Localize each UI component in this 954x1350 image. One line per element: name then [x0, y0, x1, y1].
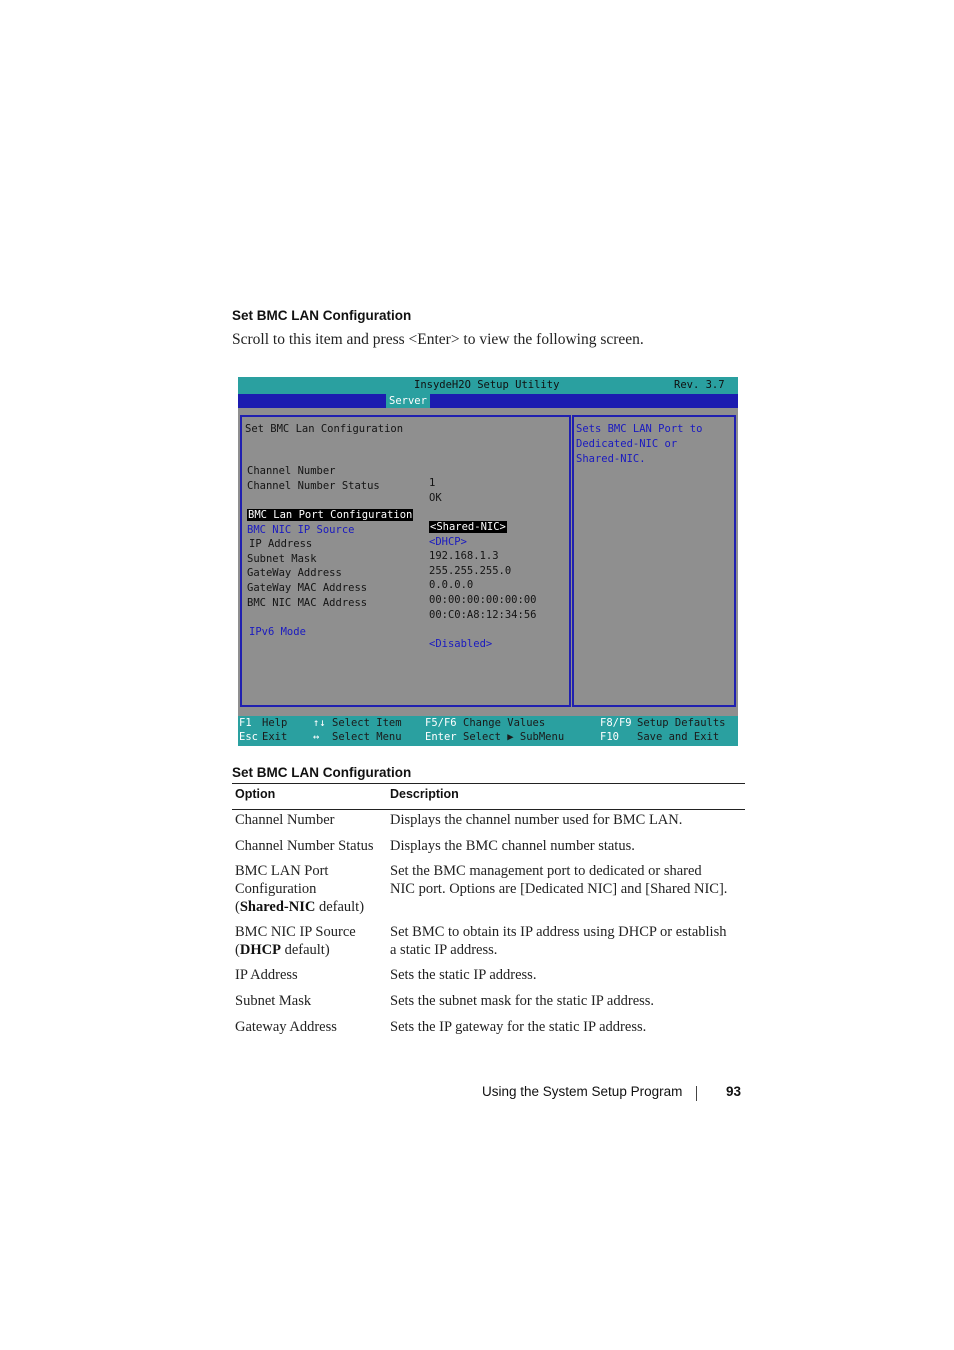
table-cell-description: [390, 923, 726, 959]
bios-row-value: OK: [429, 492, 442, 504]
table-cell-description: [390, 862, 727, 898]
help-line: Sets BMC LAN Port to: [576, 423, 703, 435]
bios-row-value: 0.0.0.0: [429, 579, 474, 591]
footer-separator: [696, 1086, 697, 1101]
bios-menu-bar: [238, 394, 738, 408]
bios-row-label: BMC Lan Port Configuration: [248, 509, 413, 521]
table-cell-option: Channel Number: [235, 812, 335, 828]
bios-row-label: Channel Number: [247, 465, 336, 477]
key-f1: F1: [239, 717, 252, 729]
table-cell-option: [235, 923, 356, 959]
table-cell-description: Sets the subnet mask for the static IP address.: [390, 993, 655, 1009]
desc-line: a static IP address.: [390, 942, 498, 958]
key-f8f9-desc: Setup Defaults: [637, 717, 726, 729]
key-f10: F10: [600, 731, 619, 743]
bios-main-panel: [240, 415, 571, 707]
leftright-arrows-icon: ↔: [313, 731, 320, 743]
bios-row-ipv6-mode[interactable]: [244, 614, 564, 662]
key-esc: Esc: [239, 731, 258, 743]
bios-row-label: BMC NIC IP Source: [247, 524, 355, 536]
table-header-rule: [232, 809, 745, 810]
table-cell-option: Gateway Address: [235, 1019, 337, 1035]
page-number: 93: [726, 1084, 742, 1099]
tab-server[interactable]: Server: [386, 394, 430, 408]
desc-line: NIC port. Options are [Dedicated NIC] and [Shared NIC].: [390, 881, 728, 897]
bios-row-value[interactable]: <DHCP>: [429, 536, 467, 548]
bios-row-label: IPv6 Mode: [249, 626, 306, 638]
option-default: DHCP: [239, 942, 281, 958]
option-line: BMC NIC IP Source: [235, 924, 356, 940]
key-enter: Enter: [425, 731, 457, 743]
table-cell-option: IP Address: [235, 967, 298, 983]
table-cell-option: Channel Number Status: [235, 838, 374, 854]
section-heading: Set BMC LAN Configuration: [232, 308, 412, 323]
option-default-line: (DHCP default): [235, 942, 330, 958]
table-cell-description: Sets the static IP address.: [390, 967, 537, 983]
updown-arrows-icon: ↑↓: [313, 717, 326, 729]
bios-help-panel: [572, 415, 736, 707]
key-updown-desc: Select Item: [332, 717, 402, 729]
bios-row-value: 00:C0:A8:12:34:56: [429, 609, 537, 621]
table-cell-description: Sets the IP gateway for the static IP address.: [390, 1019, 647, 1035]
bios-row-value[interactable]: <Disabled>: [429, 638, 493, 650]
bios-row-label: Channel Number Status: [247, 480, 380, 492]
table-caption: Set BMC LAN Configuration: [232, 765, 412, 780]
key-f5f6-desc: Change Values: [463, 717, 546, 729]
bios-row-label: IP Address: [249, 538, 313, 550]
option-suffix: default): [315, 899, 365, 915]
bios-title: InsydeH2O Setup Utility: [414, 379, 560, 391]
table-header-option: Option: [235, 787, 276, 801]
option-suffix: default): [280, 942, 330, 958]
bios-row-value: 00:00:00:00:00:00: [429, 594, 537, 606]
key-f1-desc: Help: [262, 717, 288, 729]
option-line: BMC LAN Port: [235, 863, 329, 879]
bios-screen-title: Set BMC Lan Configuration: [245, 423, 404, 435]
key-f8f9: F8/F9: [600, 717, 632, 729]
bios-row-value: 1: [429, 477, 436, 489]
desc-line: Set BMC to obtain its IP address using DHCP or establish: [390, 924, 727, 940]
option-default-line: (Shared-NIC default): [235, 899, 365, 915]
option-default: Shared-NIC: [239, 899, 316, 915]
table-header-description: Description: [390, 787, 459, 801]
desc-line: Set the BMC management port to dedicated or shared: [390, 863, 702, 879]
footer-chapter: Using the System Setup Program: [482, 1084, 683, 1099]
help-line: Dedicated-NIC or: [576, 438, 678, 450]
help-line: Shared-NIC.: [576, 453, 646, 465]
table-cell-option: Subnet Mask: [235, 993, 312, 1009]
bios-row-value: 192.168.1.3: [429, 550, 499, 562]
option-line: Configuration: [235, 881, 317, 897]
bios-row-label: BMC NIC MAC Address: [247, 597, 368, 609]
key-enter-desc: Select ▶ SubMenu: [463, 731, 565, 743]
key-f10-desc: Save and Exit: [637, 731, 720, 743]
bios-row-value[interactable]: <Shared-NIC>: [430, 521, 506, 533]
key-leftright-desc: Select Menu: [332, 731, 402, 743]
bios-row-label: GateWay MAC Address: [247, 582, 368, 594]
key-f5f6: F5/F6: [425, 717, 457, 729]
bios-title-bar: [238, 377, 738, 394]
table-top-rule: [232, 783, 745, 784]
bios-key-footer: [238, 716, 738, 746]
bios-row-value: 255.255.255.0: [429, 565, 512, 577]
intro-text: Scroll to this item and press <Enter> to view the following screen.: [232, 331, 644, 348]
bios-screenshot: [238, 377, 738, 746]
table-cell-description: Displays the channel number used for BMC LAN.: [390, 812, 683, 828]
table-cell-option: [235, 862, 364, 916]
bios-row-label: GateWay Address: [247, 567, 342, 579]
key-esc-desc: Exit: [262, 731, 288, 743]
table-cell-description: Displays the BMC channel number status.: [390, 838, 635, 854]
bios-revision: Rev. 3.7: [674, 379, 725, 391]
bios-row-label: Subnet Mask: [247, 553, 317, 565]
